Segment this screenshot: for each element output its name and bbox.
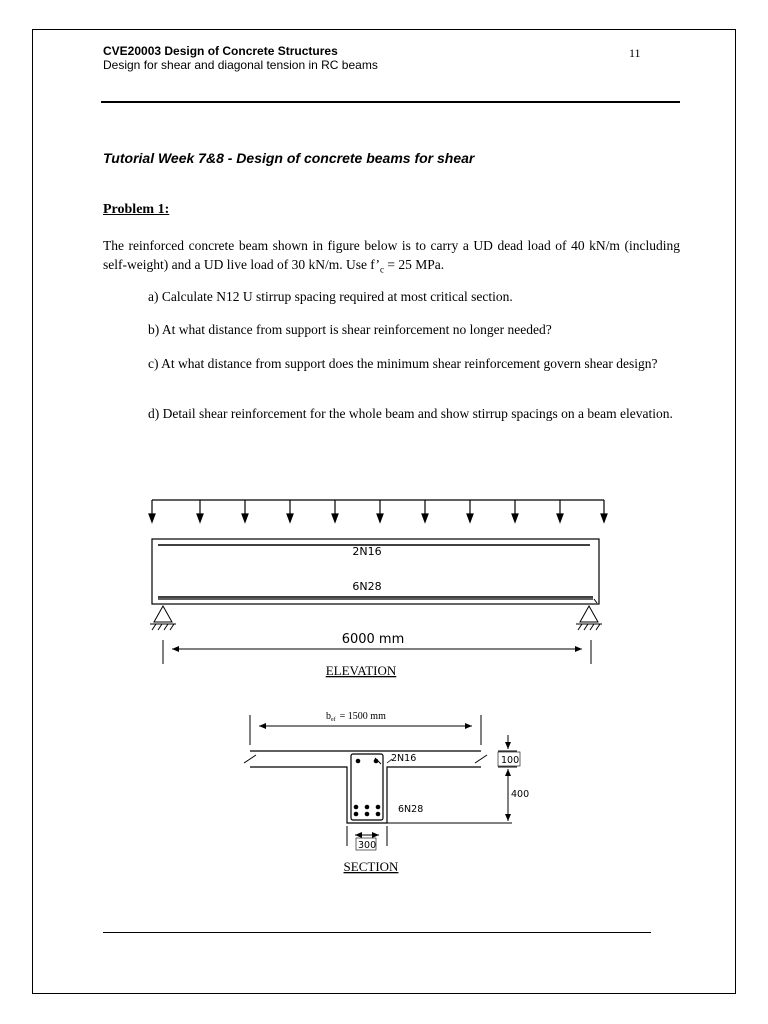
load-arrow-head — [467, 514, 473, 522]
elevation-top-bars-label: 2N16 — [352, 545, 382, 558]
section-caption: SECTION — [343, 859, 399, 874]
load-arrow-head — [149, 514, 155, 522]
tutorial-title: Tutorial Week 7&8 - Design of concrete beams for shear — [103, 150, 475, 166]
load-arrow-head — [601, 514, 607, 522]
load-arrow-head — [422, 514, 428, 522]
udl-load-arrows — [149, 500, 607, 522]
course-title: CVE20003 Design of Concrete Structures — [103, 44, 338, 58]
depth-dimensions — [498, 735, 520, 821]
question-d: d) Detail shear reinforcement for the whole beam and show stirrup spacings on a beam elevation. — [148, 406, 673, 421]
page-number: 11 — [629, 46, 641, 60]
web-width-label: 300 — [358, 840, 377, 851]
right-pin-support — [576, 606, 602, 630]
load-arrow-head — [512, 514, 518, 522]
elevation-bottom-bars-label: 6N28 — [352, 580, 382, 593]
question-b: b) At what distance from support is shear reinforcement no longer needed? — [148, 322, 552, 337]
beam-elevation — [152, 539, 599, 604]
span-label: 6000 mm — [341, 632, 405, 647]
problem-title: Problem 1: — [103, 202, 170, 217]
problem-intro: The reinforced concrete beam shown in figure below is to carry a UD dead load of 40 kN/m (including self-weight) and a UD live load of 30 kN/m. Use $f’_c = 25$ MPa. — [103, 238, 680, 275]
total-depth-label: 400 — [511, 789, 530, 800]
section-bottom-bars-label: 6N28 — [398, 804, 424, 815]
load-arrow-head — [557, 514, 563, 522]
left-pin-support — [150, 606, 176, 630]
load-arrow-head — [242, 514, 248, 522]
load-arrow-head — [287, 514, 293, 522]
elevation-caption: ELEVATION — [325, 663, 397, 678]
flange-depth-label: 100 — [501, 755, 520, 766]
flange-width-label: $b_{ef} = 1500$ mm — [326, 711, 386, 723]
load-arrow-head — [377, 514, 383, 522]
question-c: c) At what distance from support does the minimum shear reinforcement govern shear design? — [148, 356, 658, 371]
section-rebar — [354, 759, 381, 817]
section-top-bars-label: 2N16 — [391, 753, 417, 764]
question-a: a) Calculate N12 U stirrup spacing required at most critical section. — [148, 289, 513, 304]
footer-rule — [103, 932, 651, 933]
t-section — [244, 751, 487, 823]
load-arrow-head — [332, 514, 338, 522]
course-subtitle: Design for shear and diagonal tension in RC beams — [103, 58, 378, 72]
load-arrow-head — [197, 514, 203, 522]
